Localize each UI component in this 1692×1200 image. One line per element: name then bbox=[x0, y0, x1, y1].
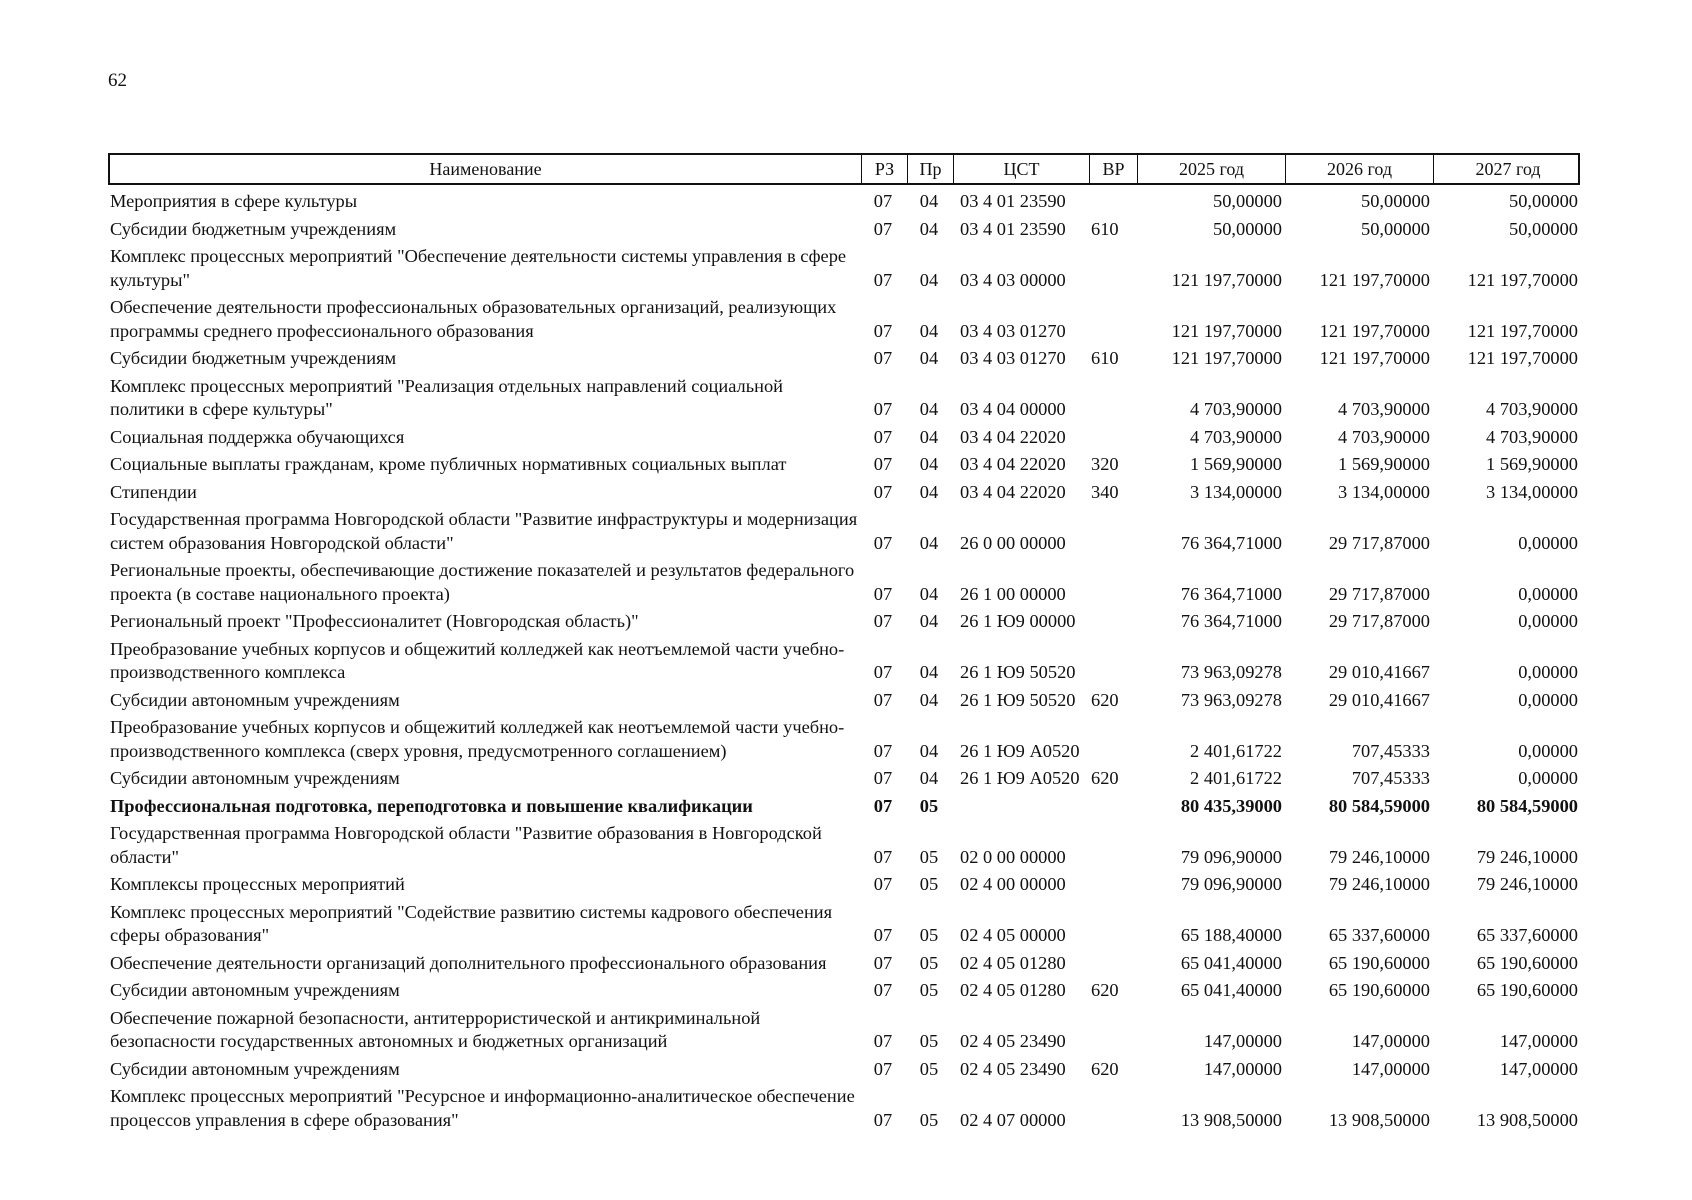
table-row bbox=[108, 293, 1580, 344]
row-cst: 26 1 Ю9 50520 bbox=[960, 689, 1076, 710]
row-pr: 04 bbox=[919, 481, 939, 502]
row-value-2027: 0,00000 bbox=[1518, 611, 1578, 631]
row-name: Субсидии автономным учреждениям bbox=[110, 768, 400, 788]
row-cst: 03 4 01 23590 bbox=[960, 191, 1066, 211]
table-row bbox=[108, 686, 1580, 714]
row-name: Региональный проект "Профессионалитет (Новгородская область)" bbox=[110, 611, 639, 631]
table-row bbox=[108, 713, 1580, 764]
row-vr: 620 bbox=[1091, 689, 1119, 710]
row-value-2025: 147,00000 bbox=[1203, 1058, 1282, 1079]
row-value-2025: 79 096,90000 bbox=[1180, 874, 1282, 894]
row-vr: 620 bbox=[1091, 768, 1119, 788]
row-value-2027: 121 197,70000 bbox=[1467, 269, 1578, 290]
row-name: Комплекс процессных мероприятий "Содействие развитию системы кадрового обеспечения сферы образования" bbox=[110, 901, 833, 945]
row-value-2025: 4 703,90000 bbox=[1190, 426, 1282, 447]
row-value-2027: 65 190,60000 bbox=[1476, 980, 1578, 1000]
table-row bbox=[108, 607, 1580, 635]
row-rz: 07 bbox=[873, 980, 893, 1000]
row-pr: 04 bbox=[919, 191, 939, 211]
row-name: Субсидии автономным учреждениям bbox=[110, 1058, 400, 1079]
row-cst: 02 4 05 00000 bbox=[960, 925, 1066, 945]
row-pr: 04 bbox=[919, 740, 939, 761]
row-rz: 07 bbox=[873, 740, 893, 761]
header-rz: РЗ bbox=[862, 155, 908, 183]
row-value-2026: 29 717,87000 bbox=[1328, 611, 1430, 631]
row-value-2026: 707,45333 bbox=[1351, 740, 1430, 761]
row-cst: 02 4 07 00000 bbox=[960, 1109, 1066, 1130]
row-value-2026: 1 569,90000 bbox=[1338, 454, 1430, 474]
row-name: Обеспечение деятельности организаций дополнительного профессионального образования bbox=[110, 952, 827, 973]
row-rz: 07 bbox=[873, 532, 893, 553]
row-name: Государственная программа Новгородской области "Развитие образования в Новгородской области" bbox=[110, 823, 822, 867]
row-value-2025: 3 134,00000 bbox=[1190, 481, 1282, 502]
row-pr: 04 bbox=[919, 662, 939, 682]
table-row bbox=[108, 505, 1580, 556]
row-cst: 03 4 03 01270 bbox=[960, 320, 1066, 341]
row-pr: 04 bbox=[919, 269, 939, 290]
row-pr: 04 bbox=[919, 689, 939, 710]
row-name: Профессиональная подготовка, переподготовка и повышение квалификации bbox=[110, 795, 753, 816]
row-name: Региональные проекты, обеспечивающие достижение показателей и результатов федерального проекта (в составе национального проекта) bbox=[110, 560, 855, 604]
row-value-2027: 4 703,90000 bbox=[1486, 399, 1578, 419]
row-value-2025: 121 197,70000 bbox=[1171, 320, 1282, 341]
row-value-2027: 0,00000 bbox=[1518, 689, 1578, 710]
table-row bbox=[108, 242, 1580, 293]
table-row bbox=[108, 344, 1580, 372]
row-pr: 04 bbox=[919, 611, 939, 631]
row-pr: 05 bbox=[919, 952, 939, 973]
table-row bbox=[108, 450, 1580, 478]
row-value-2025: 2 401,61722 bbox=[1190, 740, 1282, 761]
row-value-2025: 76 364,71000 bbox=[1180, 532, 1282, 553]
table-row bbox=[108, 870, 1580, 898]
row-pr: 05 bbox=[919, 846, 939, 867]
row-value-2026: 65 190,60000 bbox=[1328, 980, 1430, 1000]
row-cst: 26 1 Ю9 А0520 bbox=[960, 768, 1080, 788]
row-value-2026: 147,00000 bbox=[1351, 1031, 1430, 1051]
budget-table bbox=[108, 153, 1580, 1133]
table-row bbox=[108, 898, 1580, 949]
row-value-2026: 4 703,90000 bbox=[1338, 426, 1430, 447]
header-vr: ВР bbox=[1090, 155, 1138, 183]
row-rz: 07 bbox=[873, 874, 893, 894]
row-pr: 04 bbox=[919, 320, 939, 341]
row-name: Преобразование учебных корпусов и общежитий колледжей как неотъемлемой части учебно-производственного комплекса bbox=[110, 638, 845, 682]
row-pr: 05 bbox=[919, 1058, 939, 1079]
table-row bbox=[108, 792, 1580, 820]
row-pr: 04 bbox=[919, 426, 939, 447]
header-pr: Пр bbox=[908, 155, 954, 183]
row-rz: 07 bbox=[873, 795, 893, 816]
row-value-2027: 80 584,59000 bbox=[1476, 795, 1578, 816]
row-value-2025: 76 364,71000 bbox=[1180, 611, 1282, 631]
row-value-2025: 65 041,40000 bbox=[1180, 952, 1282, 973]
row-cst: 26 1 Ю9 А0520 bbox=[960, 740, 1080, 761]
row-rz: 07 bbox=[873, 1109, 893, 1130]
table-row bbox=[108, 423, 1580, 451]
row-name: Преобразование учебных корпусов и общежитий колледжей как неотъемлемой части учебно-производственного комплекса (сверх уровня, предусмотренного соглашением) bbox=[110, 717, 845, 761]
row-value-2026: 121 197,70000 bbox=[1319, 269, 1430, 290]
row-pr: 04 bbox=[919, 218, 939, 239]
row-pr: 05 bbox=[919, 925, 939, 945]
row-name: Комплекс процессных мероприятий "Обеспечение деятельности системы управления в сфере культуры" bbox=[110, 246, 847, 290]
table-row bbox=[108, 1082, 1580, 1133]
row-value-2025: 147,00000 bbox=[1203, 1031, 1282, 1051]
table-row bbox=[108, 976, 1580, 1004]
row-pr: 04 bbox=[919, 532, 939, 553]
row-value-2027: 121 197,70000 bbox=[1467, 348, 1578, 368]
row-value-2026: 50,00000 bbox=[1361, 218, 1430, 239]
row-value-2025: 4 703,90000 bbox=[1190, 399, 1282, 419]
table-row bbox=[108, 215, 1580, 243]
row-name: Субсидии бюджетным учреждениям bbox=[110, 218, 397, 239]
row-cst: 03 4 04 22020 bbox=[960, 454, 1066, 474]
row-value-2026: 121 197,70000 bbox=[1319, 348, 1430, 368]
row-value-2027: 0,00000 bbox=[1518, 583, 1578, 604]
header-2025: 2025 год bbox=[1138, 155, 1286, 183]
table-row bbox=[108, 819, 1580, 870]
row-value-2025: 121 197,70000 bbox=[1171, 348, 1282, 368]
row-rz: 07 bbox=[873, 925, 893, 945]
table-row bbox=[108, 764, 1580, 792]
row-value-2027: 147,00000 bbox=[1499, 1058, 1578, 1079]
row-pr: 04 bbox=[919, 583, 939, 604]
row-rz: 07 bbox=[873, 399, 893, 419]
row-value-2025: 73 963,09278 bbox=[1180, 662, 1282, 682]
row-value-2025: 1 569,90000 bbox=[1190, 454, 1282, 474]
row-cst: 03 4 04 22020 bbox=[960, 426, 1066, 447]
row-value-2026: 4 703,90000 bbox=[1338, 399, 1430, 419]
row-rz: 07 bbox=[873, 481, 893, 502]
row-value-2025: 76 364,71000 bbox=[1180, 583, 1282, 604]
row-rz: 07 bbox=[873, 583, 893, 604]
row-vr: 610 bbox=[1091, 218, 1119, 239]
row-value-2025: 79 096,90000 bbox=[1180, 846, 1282, 867]
row-value-2025: 50,00000 bbox=[1213, 191, 1282, 211]
row-rz: 07 bbox=[873, 320, 893, 341]
row-name: Обеспечение деятельности профессиональных образовательных организаций, реализующих программы среднего профессионального образования bbox=[110, 297, 837, 341]
row-value-2025: 13 908,50000 bbox=[1180, 1109, 1282, 1130]
row-rz: 07 bbox=[873, 689, 893, 710]
row-name: Государственная программа Новгородской области "Развитие инфраструктуры и модернизация систем образования Новгородской области" bbox=[110, 509, 858, 553]
row-cst: 03 4 03 00000 bbox=[960, 269, 1066, 290]
row-value-2027: 0,00000 bbox=[1518, 532, 1578, 553]
table-row bbox=[108, 949, 1580, 977]
row-value-2025: 73 963,09278 bbox=[1180, 689, 1282, 710]
row-name: Комплексы процессных мероприятий bbox=[110, 874, 405, 894]
row-value-2027: 50,00000 bbox=[1509, 218, 1578, 239]
row-vr: 320 bbox=[1091, 454, 1119, 474]
table-body bbox=[108, 187, 1580, 1133]
row-vr: 620 bbox=[1091, 980, 1119, 1000]
row-rz: 07 bbox=[873, 846, 893, 867]
row-cst: 02 0 00 00000 bbox=[960, 846, 1066, 867]
row-value-2027: 4 703,90000 bbox=[1486, 426, 1578, 447]
header-cst: ЦСТ bbox=[954, 155, 1090, 183]
row-value-2025: 65 188,40000 bbox=[1180, 925, 1282, 945]
page-number: 62 bbox=[108, 70, 127, 91]
row-rz: 07 bbox=[873, 662, 893, 682]
row-value-2026: 65 337,60000 bbox=[1328, 925, 1430, 945]
row-pr: 04 bbox=[919, 399, 939, 419]
row-pr: 05 bbox=[919, 874, 939, 894]
row-cst: 03 4 04 00000 bbox=[960, 399, 1066, 419]
row-value-2027: 13 908,50000 bbox=[1476, 1109, 1578, 1130]
table-header bbox=[108, 153, 1580, 185]
row-value-2025: 65 041,40000 bbox=[1180, 980, 1282, 1000]
row-rz: 07 bbox=[873, 426, 893, 447]
row-rz: 07 bbox=[873, 191, 893, 211]
row-value-2025: 80 435,39000 bbox=[1180, 795, 1282, 816]
row-value-2026: 3 134,00000 bbox=[1338, 481, 1430, 502]
row-value-2026: 65 190,60000 bbox=[1328, 952, 1430, 973]
row-cst: 02 4 05 01280 bbox=[960, 980, 1066, 1000]
row-rz: 07 bbox=[873, 768, 893, 788]
row-cst: 03 4 01 23590 bbox=[960, 218, 1066, 239]
row-value-2027: 79 246,10000 bbox=[1476, 874, 1578, 894]
table-row bbox=[108, 556, 1580, 607]
row-value-2026: 29 717,87000 bbox=[1328, 583, 1430, 604]
row-rz: 07 bbox=[873, 269, 893, 290]
row-value-2027: 50,00000 bbox=[1509, 191, 1578, 211]
row-rz: 07 bbox=[873, 454, 893, 474]
row-pr: 05 bbox=[919, 795, 939, 816]
row-name: Комплекс процессных мероприятий "Ресурсное и информационно-аналитическое обеспечение процессов управления в сфере образования" bbox=[110, 1086, 855, 1130]
row-value-2027: 0,00000 bbox=[1518, 768, 1578, 788]
row-pr: 04 bbox=[919, 454, 939, 474]
row-value-2026: 707,45333 bbox=[1351, 768, 1430, 788]
row-value-2027: 3 134,00000 bbox=[1486, 481, 1578, 502]
row-value-2026: 79 246,10000 bbox=[1328, 874, 1430, 894]
row-value-2027: 65 337,60000 bbox=[1476, 925, 1578, 945]
table-row bbox=[108, 372, 1580, 423]
row-value-2026: 80 584,59000 bbox=[1328, 795, 1430, 816]
row-pr: 05 bbox=[919, 1031, 939, 1051]
row-value-2026: 13 908,50000 bbox=[1328, 1109, 1430, 1130]
row-name: Стипендии bbox=[110, 481, 197, 502]
row-name: Субсидии автономным учреждениям bbox=[110, 980, 400, 1000]
row-cst: 02 4 05 01280 bbox=[960, 952, 1066, 973]
header-2026: 2026 год bbox=[1286, 155, 1434, 183]
row-cst: 02 4 00 00000 bbox=[960, 874, 1066, 894]
row-rz: 07 bbox=[873, 218, 893, 239]
row-value-2027: 1 569,90000 bbox=[1486, 454, 1578, 474]
row-cst: 02 4 05 23490 bbox=[960, 1058, 1066, 1079]
row-value-2026: 147,00000 bbox=[1351, 1058, 1430, 1079]
row-value-2026: 121 197,70000 bbox=[1319, 320, 1430, 341]
row-rz: 07 bbox=[873, 1058, 893, 1079]
row-pr: 04 bbox=[919, 348, 939, 368]
row-name: Субсидии автономным учреждениям bbox=[110, 689, 400, 710]
row-pr: 05 bbox=[919, 980, 939, 1000]
header-name: Наименование bbox=[110, 155, 862, 183]
row-value-2027: 79 246,10000 bbox=[1476, 846, 1578, 867]
row-cst: 03 4 04 22020 bbox=[960, 481, 1066, 502]
table-row bbox=[108, 1004, 1580, 1055]
row-value-2026: 50,00000 bbox=[1361, 191, 1430, 211]
row-vr: 610 bbox=[1091, 348, 1119, 368]
table-row bbox=[108, 478, 1580, 506]
row-rz: 07 bbox=[873, 611, 893, 631]
row-cst: 26 0 00 00000 bbox=[960, 532, 1066, 553]
row-value-2025: 121 197,70000 bbox=[1171, 269, 1282, 290]
row-vr: 620 bbox=[1091, 1058, 1119, 1079]
row-pr: 04 bbox=[919, 768, 939, 788]
row-cst: 26 1 Ю9 00000 bbox=[960, 611, 1076, 631]
row-name: Субсидии бюджетным учреждениям bbox=[110, 348, 397, 368]
row-name: Комплекс процессных мероприятий "Реализация отдельных направлений социальной политики в сфере культуры" bbox=[110, 375, 783, 419]
row-rz: 07 bbox=[873, 348, 893, 368]
table-row bbox=[108, 1055, 1580, 1083]
row-value-2026: 79 246,10000 bbox=[1328, 846, 1430, 867]
row-value-2026: 29 010,41667 bbox=[1328, 689, 1430, 710]
row-value-2027: 0,00000 bbox=[1518, 662, 1578, 682]
row-name: Обеспечение пожарной безопасности, антитеррористической и антикриминальной безопасности государственных автономных и бюджетных организаций bbox=[110, 1007, 761, 1051]
row-value-2025: 2 401,61722 bbox=[1190, 768, 1282, 788]
row-name: Мероприятия в сфере культуры bbox=[110, 191, 358, 211]
row-cst: 26 1 00 00000 bbox=[960, 583, 1066, 604]
row-value-2025: 50,00000 bbox=[1213, 218, 1282, 239]
row-value-2027: 121 197,70000 bbox=[1467, 320, 1578, 341]
row-cst: 02 4 05 23490 bbox=[960, 1031, 1066, 1051]
row-value-2026: 29 717,87000 bbox=[1328, 532, 1430, 553]
row-cst: 03 4 03 01270 bbox=[960, 348, 1066, 368]
row-name: Социальная поддержка обучающихся bbox=[110, 426, 405, 447]
table-row bbox=[108, 187, 1580, 215]
row-value-2027: 147,00000 bbox=[1499, 1031, 1578, 1051]
row-pr: 05 bbox=[919, 1109, 939, 1130]
row-cst: 26 1 Ю9 50520 bbox=[960, 662, 1076, 682]
table-row bbox=[108, 635, 1580, 686]
row-value-2027: 0,00000 bbox=[1518, 740, 1578, 761]
row-rz: 07 bbox=[873, 952, 893, 973]
row-value-2027: 65 190,60000 bbox=[1476, 952, 1578, 973]
row-rz: 07 bbox=[873, 1031, 893, 1051]
row-value-2026: 29 010,41667 bbox=[1328, 662, 1430, 682]
row-vr: 340 bbox=[1091, 481, 1119, 502]
row-name: Социальные выплаты гражданам, кроме публичных нормативных социальных выплат bbox=[110, 454, 787, 474]
header-2027: 2027 год bbox=[1475, 158, 1541, 179]
